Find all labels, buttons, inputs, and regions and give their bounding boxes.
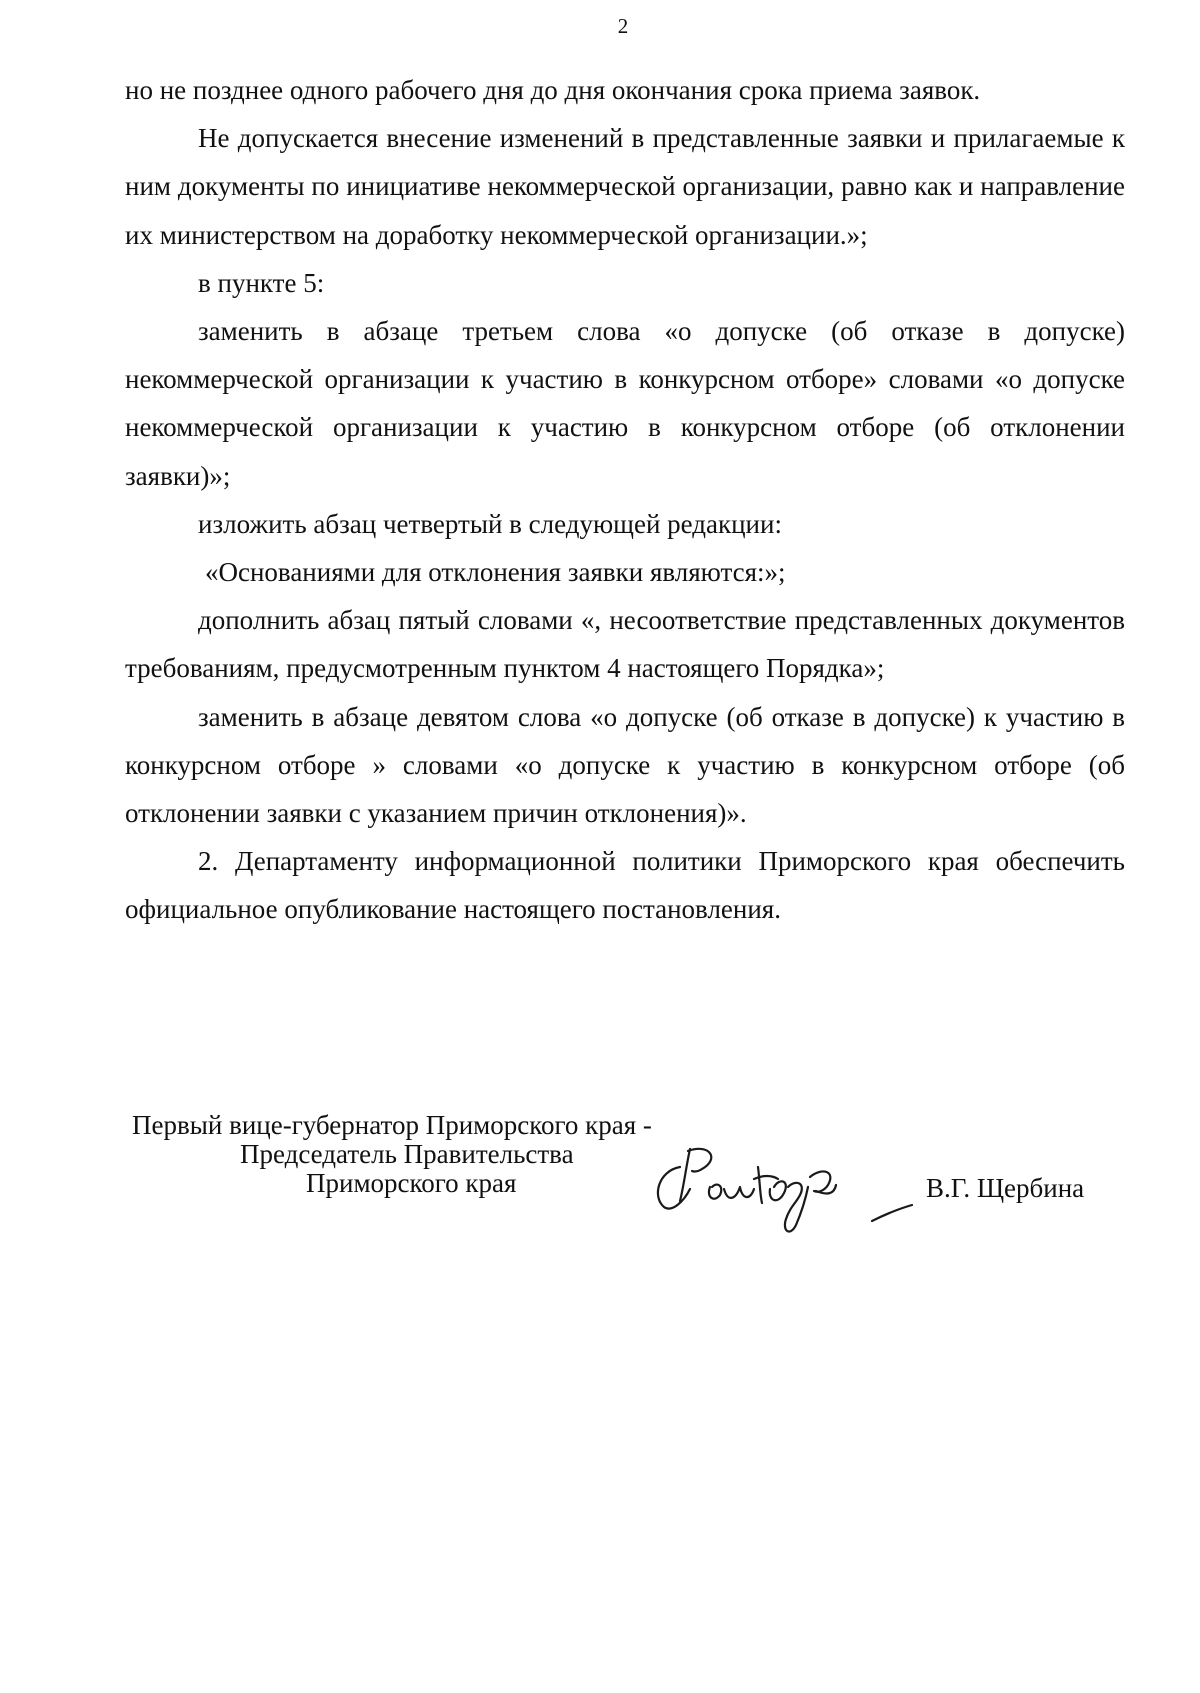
paragraph-replace-third: заменить в абзаце третьем слова «о допуске (об отказе в допуске) некоммерческой организации к участию в конкурсном отборе» словами «о допуске некоммерческой организации к участию в конкурсном отборе (об отклонении заявки)»; — [125, 316, 1125, 491]
signatory-title-line-2: Председатель Правительства — [240, 1139, 574, 1169]
signatory-title-line-1: Первый вице-губернатор Приморского края - — [132, 1110, 652, 1140]
handwritten-signature — [650, 1137, 920, 1237]
paragraph-department-publication: 2. Департаменту информационной политики Приморского края обеспечить официальное опубликование настоящего постановления. — [125, 846, 1125, 925]
signatory-title-line-3: Приморского края — [306, 1168, 517, 1198]
signatory-name: В.Г. Щербина — [926, 1173, 1085, 1203]
paragraph-replace-ninth: заменить в абзаце девятом слова «о допуске (об отказе в допуске) к участию в конкурсном отборе » словами «о допуске к участию в конкурсном отборе (об отклонении заявки с указанием причин отклонения)». — [125, 701, 1125, 829]
paragraph-no-changes: Не допускается внесение изменений в представленные заявки и прилагаемые к ним документы по инициативе некоммерческой организации, равно как и направление их министерством на доработку некоммерческой организации.»; — [125, 123, 1125, 250]
document-body — [125, 66, 1125, 934]
paragraph-grounds-quote: «Основаниями для отклонения заявки являются:»; — [205, 557, 786, 588]
page-number: 2 — [617, 14, 629, 38]
paragraph-supplement-fifth: дополнить абзац пятый словами «, несоответствие представленных документов требованиям, предусмотренным пунктом 4 настоящего Порядка»; — [125, 605, 1125, 684]
paragraph-point-5: в пункте 5: — [198, 267, 325, 298]
signature-block — [0, 1111, 1200, 1231]
paragraph-fourth-edition: изложить абзац четвертый в следующей редакции: — [198, 508, 782, 539]
signatory-title — [132, 1111, 732, 1198]
paragraph-continuation: но не позднее одного рабочего дня до дня окончания срока приема заявок. — [125, 75, 981, 105]
